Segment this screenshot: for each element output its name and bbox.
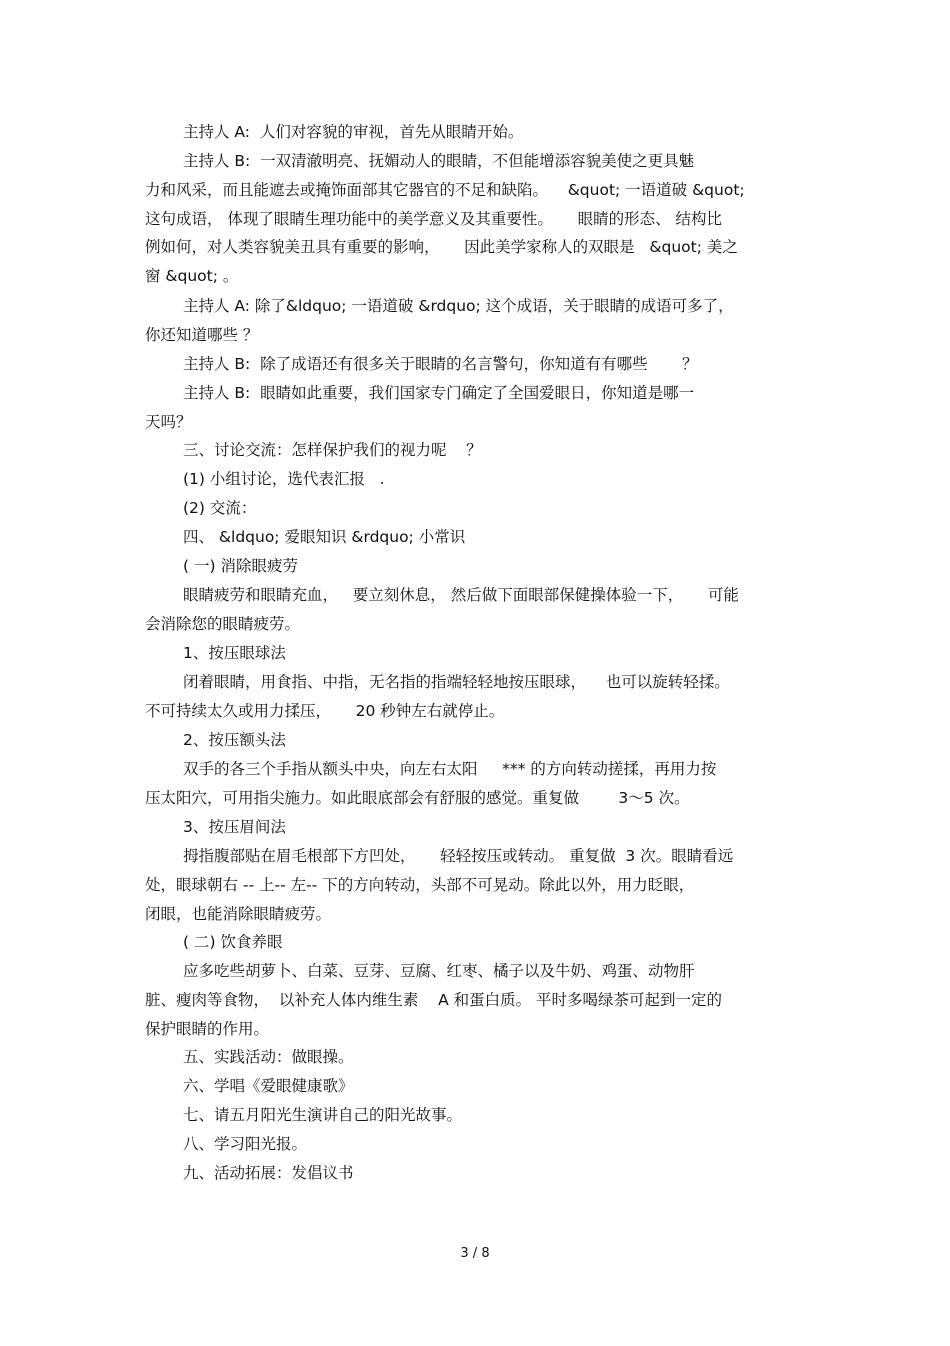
text-line: 处，眼球朝右 -- 上-- 左-- 下的方向转动，头部不可晃动。除此以外，用力眨眼， <box>145 875 695 894</box>
text-line: (2) 交流： <box>183 499 257 517</box>
text-line: 主持人 B: 眼睛如此重要，我们国家专门确定了全国爱眼日，你知道是哪一 <box>183 384 695 402</box>
text-line: 1、按压眼球法 <box>183 644 286 662</box>
text-line: 会消除您的眼睛疲劳。 <box>145 614 301 633</box>
text-line: 主持人 B: 除了成语还有很多关于眼睛的名言警句，你知道有有哪些 ？ <box>183 355 698 373</box>
text-line: ( 二) 饮食养眼 <box>183 933 283 951</box>
text-line: 七、请五月阳光生演讲自己的阳光故事。 <box>183 1106 463 1124</box>
text-line: 眼睛疲劳和眼睛充血， 要立刻休息， 然后做下面眼部保健操体验一下， 可能 <box>183 586 739 604</box>
text-line: 五、实践活动：做眼操。 <box>183 1048 354 1066</box>
text-line: 四、 &ldquo; 爱眼知识 &rdquo; 小常识 <box>183 528 466 546</box>
text-line: 2、按压额头法 <box>183 731 286 749</box>
text-line: 保护眼睛的作用。 <box>145 1019 270 1038</box>
text-line: 主持人 A: 人们对容貌的审视，首先从眼睛开始。 <box>183 123 524 141</box>
text-line: 九、活动拓展：发倡议书 <box>183 1164 354 1182</box>
text-line: 主持人 A: 除了&ldquo; 一语道破 &rdquo; 这个成语，关于眼睛的成语可多了， <box>183 297 734 315</box>
text-line: 力和风采，而且能遮去或掩饰面部其它器官的不足和缺陷。 &quot; 一语道破 &quot; <box>145 180 745 199</box>
text-line: 八、学习阳光报。 <box>183 1135 308 1153</box>
text-line: 六、学唱《爱眼健康歌》 <box>183 1077 354 1095</box>
text-line: 闭着眼睛，用食指、中指，无名指的指端轻轻地按压眼球， 也可以旋转轻揉。 <box>183 673 730 691</box>
text-line: 这句成语， 体现了眼睛生理功能中的美学意义及其重要性。 眼睛的形态、 结构比 <box>145 209 722 228</box>
text-line: 例如何，对人类容貌美丑具有重要的影响， 因此美学家称人的双眼是 &quot; 美之 <box>145 238 738 257</box>
text-line: 双手的各三个手指从额头中央，向左右太阳 *** 的方向转动搓揉，再用力按 <box>183 760 717 778</box>
text-line: 不可持续太久或用力揉压， 20 秒钟左右就停止。 <box>145 701 505 720</box>
text-line: ( 一) 消除眼疲劳 <box>183 557 298 575</box>
text-line: 3、按压眉间法 <box>183 818 286 836</box>
text-line: 你还知道哪些 ？ <box>145 325 259 344</box>
text-line: 应多吃些胡萝卜、白菜、豆芽、豆腐、红枣、橘子以及牛奶、鸡蛋、动物肝 <box>183 962 695 980</box>
text-line: 闭眼，也能消除眼睛疲劳。 <box>145 904 332 923</box>
text-line: 主持人 B: 一双清澈明亮、抚媚动人的眼睛，不但能增添容貌美使之更具魅 <box>183 152 695 170</box>
text-line: 三、讨论交流：怎样保护我们的视力呢 ？ <box>183 441 482 459</box>
text-line: 压太阳穴，可用指尖施力。如此眼底部会有舒服的感觉。重复做 3～5 次。 <box>145 788 690 807</box>
text-line: (1) 小组讨论，选代表汇报 . <box>183 470 385 488</box>
text-line: 拇指腹部贴在眉毛根部下方凹处， 轻轻按压或转动。 重复做 3 次。眼睛看远 <box>183 847 734 865</box>
text-line: 脏、瘦肉等食物， 以补充人体内维生素 A 和蛋白质。 平时多喝绿茶可起到一定的 <box>145 990 723 1009</box>
text-line: 窗 &quot; 。 <box>145 267 239 286</box>
page-number: 3 / 8 <box>460 1246 490 1261</box>
text-line: 天吗？ <box>145 412 192 431</box>
